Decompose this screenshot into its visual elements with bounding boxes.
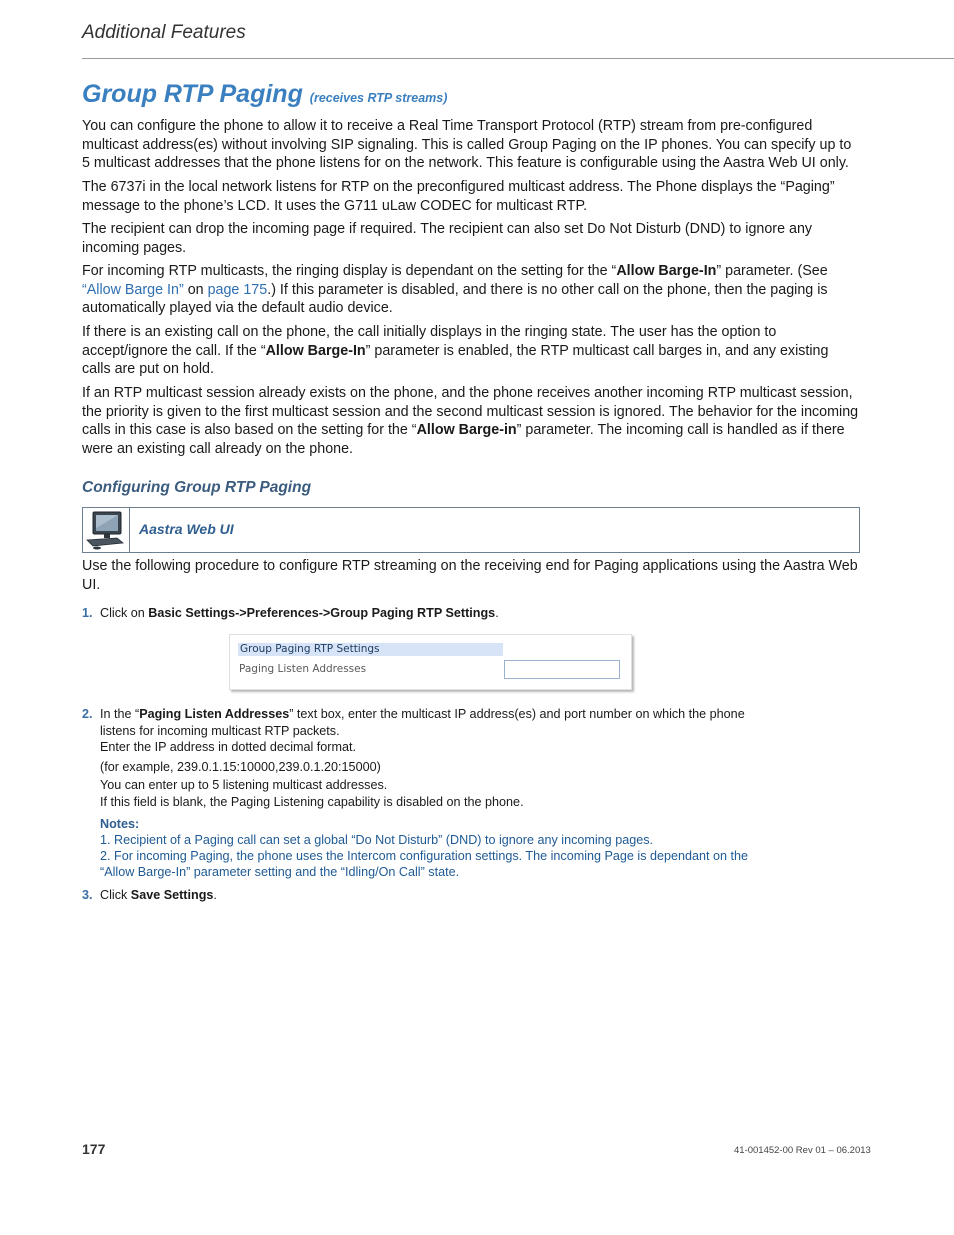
- subheading: Configuring Group RTP Paging: [82, 479, 312, 496]
- p4-bold: Allow Barge-In: [616, 263, 717, 279]
- p5-text-a: If there is an existing call on the phone, the call initially displays in the ringing state. The user has the option to accept/ignore the call. If the “: [82, 324, 777, 359]
- step-2-line-3: You can enter up to 5 listening multicast addresses.: [100, 778, 388, 792]
- step-2-field: Paging Listen Addresses: [139, 707, 290, 721]
- section-header: Additional Features: [82, 22, 246, 43]
- paragraph-1: You can configure the phone to allow it to receive a Real Time Transport Protocol (RTP) stream from pre-configured multicast address(es) without involving SIP signaling. This is called Group Paging on the IP phones. You can specify up to 5 multicast addresses that the phone listens for on the network. This feature is configurable using the Aastra Web UI only.: [82, 118, 852, 172]
- step-2-main: [100, 706, 782, 739]
- webui-label: Aastra Web UI: [139, 521, 234, 537]
- p6-text-a: If an RTP multicast session already exists on the phone, and the phone receives another incoming RTP multicast session, the priority is given to the first multicast session and the second multicast session is ignored. The behavior for the incoming calls in this case is also based on the setting for the “: [82, 385, 859, 439]
- paragraph-6: [82, 384, 860, 459]
- step-3: [82, 887, 782, 904]
- p4-text-c: ” parameter. (See: [716, 263, 828, 279]
- webui-icon-cell: [83, 508, 130, 552]
- step-3-text-c: .: [213, 888, 217, 902]
- paragraph-5: [82, 323, 860, 379]
- paging-listen-addresses-input[interactable]: [504, 660, 620, 679]
- settings-screenshot: [229, 634, 632, 690]
- settings-section-title: Group Paging RTP Settings: [238, 643, 503, 656]
- step-1: [82, 605, 782, 622]
- paging-listen-label: Paging Listen Addresses: [239, 663, 367, 675]
- note-2: 2. For incoming Paging, the phone uses the Intercom configuration settings. The incoming Page is dependant on the “Allow Barge-In” parameter setting and the “Idling/On Call” state.: [100, 849, 749, 879]
- note-1: 1. Recipient of a Paging call can set a global “Do Not Disturb” (DND) to ignore any incoming pages.: [100, 833, 653, 847]
- paragraph-2: The 6737i in the local network listens for RTP on the preconfigured multicast address. The Phone displays the “Paging” message to the phone’s LCD. It uses the G711 uLaw CODEC for multicast RTP.: [82, 179, 835, 214]
- notes-block: [100, 816, 780, 880]
- paragraph-3: The recipient can drop the incoming page if required. The recipient can also set Do Not Disturb (DND) to ignore any incoming pages.: [82, 221, 813, 256]
- header-rule: [82, 58, 954, 59]
- step-1-text-a: Click on: [100, 606, 149, 620]
- p5-text-c: ” parameter is enabled, the RTP multicast call barges in, and any existing calls are put on hold.: [82, 342, 829, 378]
- webui-callout: [82, 507, 860, 553]
- allow-barge-in-link[interactable]: “Allow Barge In”: [82, 281, 184, 298]
- paragraph-4: [82, 262, 860, 318]
- step-1-number: 1.: [82, 606, 93, 620]
- save-settings-label: Save Settings: [130, 888, 214, 902]
- notes-heading: Notes:: [100, 817, 140, 831]
- title-sub: (receives RTP streams): [309, 91, 448, 105]
- p5-bold: Allow Barge-In: [265, 342, 366, 359]
- step-2-line-2: (for example, 239.0.1.15:10000,239.0.1.20:15000): [100, 759, 381, 774]
- p4-text-a: For incoming RTP multicasts, the ringing display is dependant on the setting for the “: [82, 263, 617, 279]
- page-number: 177: [82, 1141, 106, 1157]
- step-2-line-4: If this field is blank, the Paging Listening capability is disabled on the phone.: [100, 794, 524, 809]
- p6-text-c: ” parameter. The incoming call is handled as if there were an existing call already on the phone.: [82, 422, 845, 458]
- step-3-text-a: Click: [100, 888, 131, 902]
- step-3-number: 3.: [82, 888, 93, 902]
- page-175-link[interactable]: page 175: [207, 281, 268, 298]
- step-2-text-a: In the “: [100, 707, 140, 721]
- p6-bold: Allow Barge-in: [416, 422, 517, 439]
- step-2: [82, 706, 782, 810]
- title-main: Group RTP Paging: [82, 80, 303, 108]
- step-2-text-c: ” text box, enter the multicast IP address(es) and port number on which the phone listens for incoming multicast RTP packets.: [100, 707, 745, 738]
- computer-icon: [83, 508, 127, 550]
- page-title: [82, 80, 862, 109]
- step-2-line-1: Enter the IP address in dotted decimal format.: [100, 740, 356, 754]
- step-1-text-c: .: [495, 606, 499, 620]
- p4-text-e: .) If this parameter is disabled, and there is no other call on the phone, then the paging is automatically played via the default audio device.: [82, 281, 828, 317]
- p4-text-d: on: [183, 281, 208, 298]
- intro-paragraph: Use the following procedure to configure RTP streaming on the receiving end for Paging applications using the Aastra Web UI.: [82, 558, 858, 593]
- step-2-number: 2.: [82, 707, 93, 721]
- document-id: 41-001452-00 Rev 01 – 06.2013: [734, 1145, 871, 1156]
- step-1-path: Basic Settings->Preferences->Group Paging RTP Settings: [148, 606, 496, 620]
